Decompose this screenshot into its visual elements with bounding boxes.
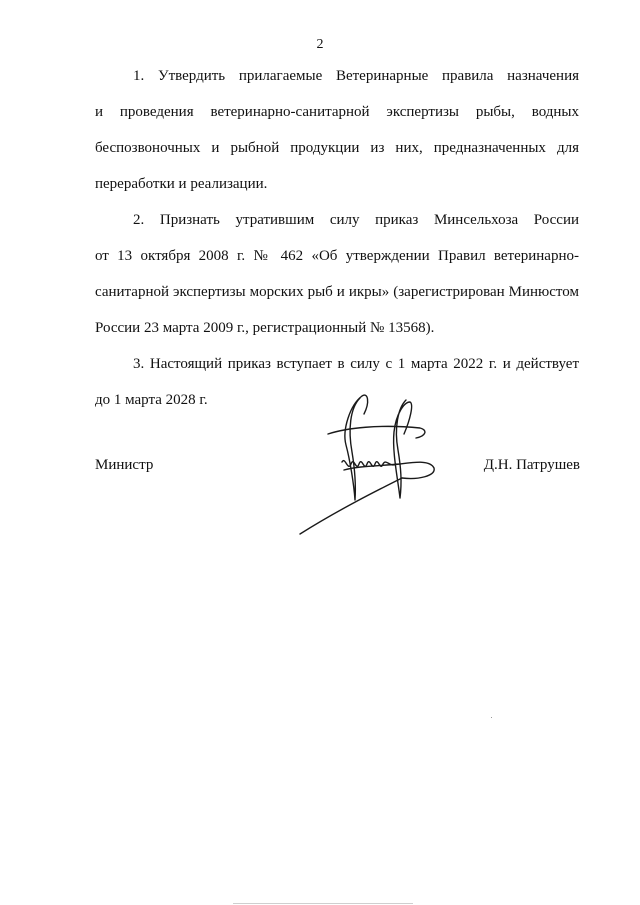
paragraph-3-line-2: до 1 марта 2028 г. <box>95 392 208 408</box>
paragraph-1 <box>95 58 579 202</box>
handwritten-signature <box>298 390 438 540</box>
page-number: 2 <box>316 37 324 52</box>
paragraph-2-line-3: санитарной экспертизы морских рыб и икры» (зарегистрирован Минюстом <box>95 284 579 300</box>
paragraph-1-line-1: 1. Утвердить прилагаемые Ветеринарные правила назначения <box>133 68 579 84</box>
paragraph-1-line-2: и проведения ветеринарно-санитарной экспертизы рыбы, водных <box>95 104 579 120</box>
scan-edge-line <box>233 903 413 904</box>
paragraph-3-line-1: 3. Настоящий приказ вступает в силу с 1 марта 2022 г. и действует <box>133 356 579 372</box>
signer-name: Д.Н. Патрушев <box>483 457 580 473</box>
paragraph-1-line-4: переработки и реализации. <box>95 176 268 192</box>
paragraph-2-line-1: 2. Признать утратившим силу приказ Минсельхоза России <box>133 212 579 228</box>
paragraph-2-line-2: от 13 октября 2008 г. № 462 «Об утверждении Правил ветеринарно- <box>95 248 579 264</box>
document-body <box>95 58 579 418</box>
scan-speck <box>491 717 492 718</box>
paragraph-2 <box>95 202 579 346</box>
paragraph-1-line-3: беспозвоночных и рыбной продукции из них, предназначенных для <box>95 140 579 156</box>
signer-title: Министр <box>95 457 154 473</box>
paragraph-2-line-4: России 23 марта 2009 г., регистрационный № 13568). <box>95 320 435 336</box>
